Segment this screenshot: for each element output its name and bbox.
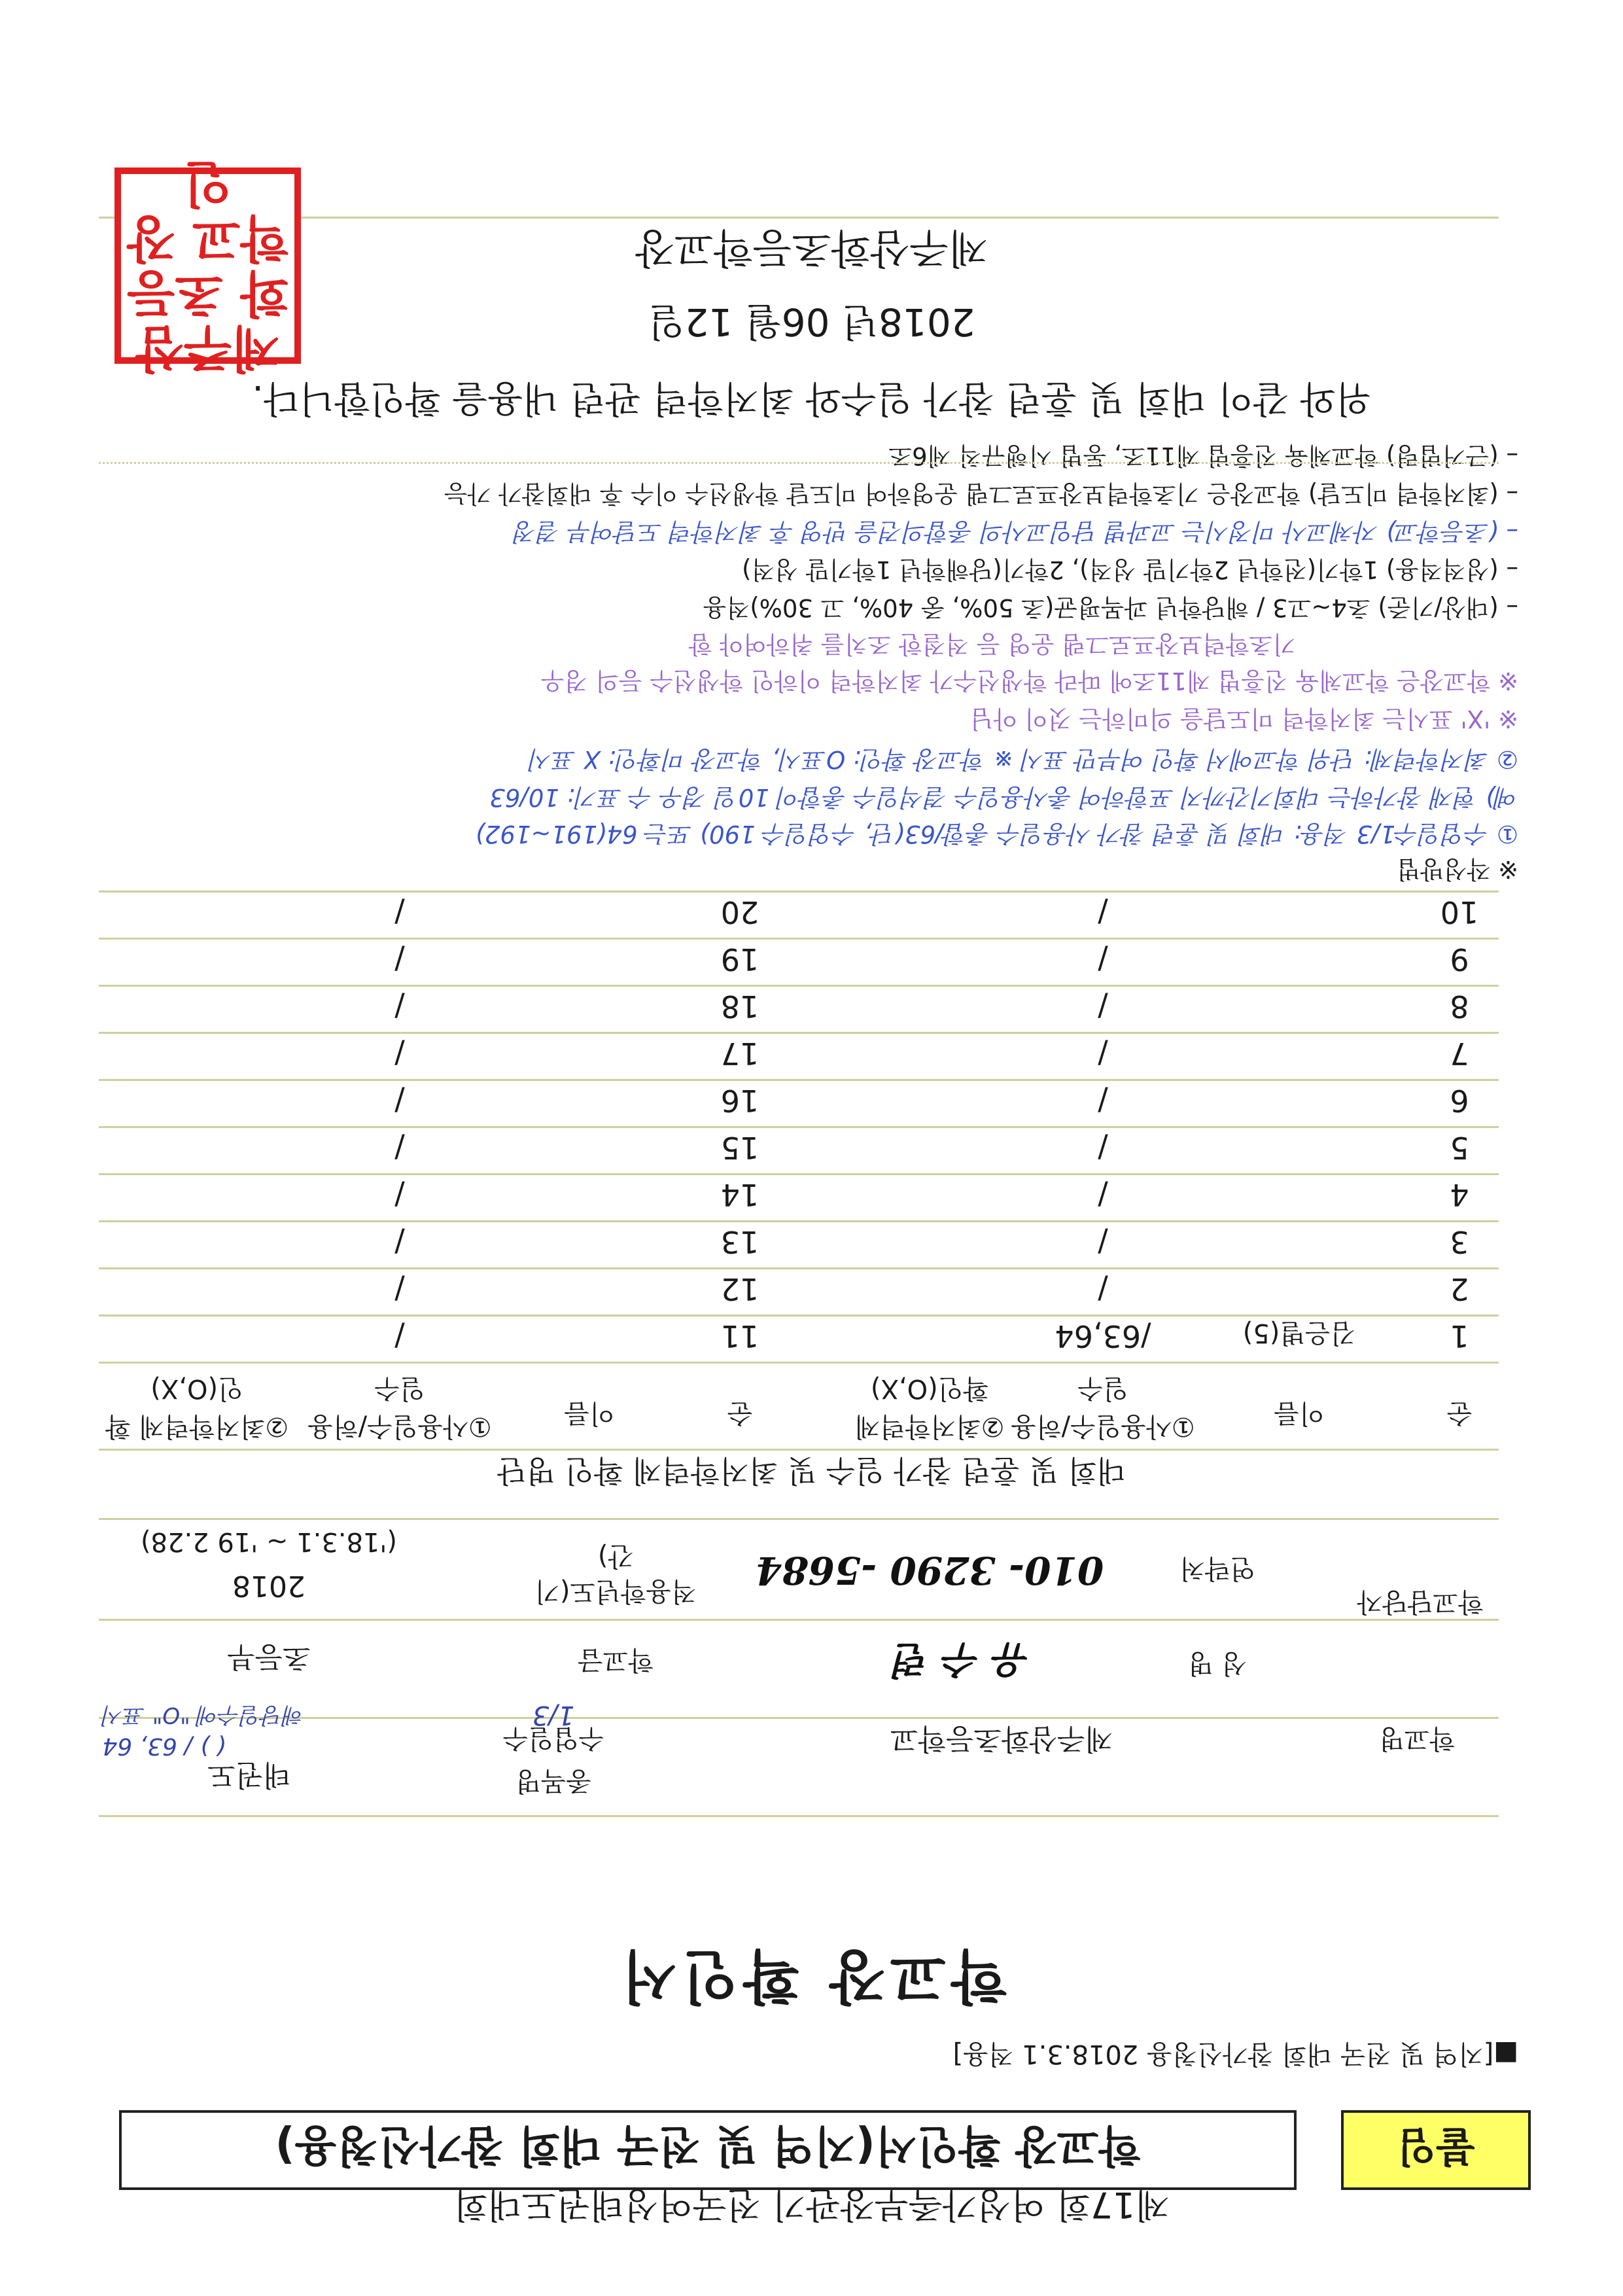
row-days: / — [394, 1130, 405, 1165]
criteria-note: ■[지역 및 전국 대회 참가신청용 2018.3.1 적용] — [952, 2039, 1518, 2069]
event-title: 제17회 여성가족부장관기 전국여성태권도대회 — [453, 2184, 1170, 2225]
note-7: – (대상/기준) 초4~고3 / 해당학년 과목평균(초 50%, 중 40%, 고 30%)적용 — [703, 593, 1518, 622]
quota-label: 수업일수 — [502, 1723, 604, 1754]
info-top-line — [99, 1815, 1499, 1817]
row-no: 8 — [1450, 989, 1469, 1024]
row-days: / — [1098, 1083, 1108, 1118]
note-8: – (성적적용) 1학기(전학년 2학기말 성적), 2학기(당해학년 1학기말 성적) — [742, 556, 1518, 584]
row-line — [99, 1032, 1499, 1034]
event-label: 종목명 — [515, 1766, 591, 1796]
header-no-right: 순 — [727, 1398, 753, 1428]
header-check-right: ②최저학력제 확인(O,X) — [105, 1373, 289, 1441]
row-line — [99, 1267, 1499, 1269]
header-name-left: 이름 — [1274, 1398, 1325, 1428]
header-check-left: ②최저학력제 확인(O,X) — [854, 1373, 1005, 1441]
attachment-badge: 붙임 — [1341, 2110, 1531, 2190]
note-11: – (근거법령) 학교체육 진흥법 제11조, 동법 시행규칙 제6조 — [888, 442, 1518, 470]
level-value: 초등부 — [227, 1640, 311, 1674]
level-label: 학교급 — [578, 1645, 654, 1675]
row-no: 9 — [1450, 942, 1469, 977]
row-no: 7 — [1450, 1036, 1469, 1071]
period-value: ('18.3.1 ~ '19 2.28) — [140, 1527, 398, 1557]
note-2: 예) 현재 참가하는 대회기간까지 포함하여 총사용일수 결석일수 총합이 10일 경우 수 표기: 10/63 — [489, 783, 1518, 811]
row-line — [99, 985, 1499, 987]
row-days: / — [1098, 894, 1108, 930]
row-no: 17 — [720, 1036, 759, 1071]
row-no: 14 — [720, 1177, 759, 1212]
row-days: / — [1098, 1177, 1108, 1212]
note-4: ※ 'X' 표시는 최저학력 미도달을 의미하는 것이 아님 — [969, 705, 1518, 733]
row-days: / — [394, 1083, 405, 1118]
principal-signature: 제주삼화초등학교장 — [635, 224, 988, 272]
roster-caption: 대회 및 훈련 참가 일수 및 최저학력제 확인 명단 — [497, 1453, 1126, 1489]
confirmation-statement: 위와 같이 대회 및 훈련 참가 일수와 최저학력 관련 내용을 확인합니다. — [252, 377, 1371, 419]
quota-note-bottom: 해당일수에 "O" 표시 — [102, 1702, 305, 1728]
row-no: 1 — [1450, 1318, 1469, 1354]
issue-date: 2018년 06월 12일 — [648, 300, 975, 344]
row-no: 18 — [720, 989, 759, 1024]
year-value: 2018 — [232, 1569, 305, 1602]
contact-label: 학교담당자 — [1357, 1587, 1484, 1617]
row-days: / — [1098, 1271, 1108, 1307]
row-no: 4 — [1450, 1177, 1469, 1212]
form-title: 학교장 확인서(지역 및 전국 대회 참가신청용) — [119, 2110, 1297, 2190]
row-days: / — [394, 1318, 405, 1354]
row-no: 11 — [720, 1318, 759, 1354]
note-1: ① 수업일수1/3 적용: 대회 및 훈련 참가 사용일수 총합/63(단, 수업일수 190) 또는 64(191~192) — [475, 820, 1518, 848]
row-days: / — [394, 1224, 405, 1260]
row-line — [99, 1173, 1499, 1175]
quota-note-top: ( ) / 63, 64 — [102, 1733, 226, 1759]
document-title: 학교장 확인서 — [616, 1943, 1007, 2010]
row-no: 19 — [720, 942, 759, 977]
row-no: 15 — [720, 1130, 759, 1165]
phone-label: 연락처 — [1179, 1553, 1255, 1583]
row-days: / — [1098, 989, 1108, 1024]
school-value: 제주삼화초등학교 — [890, 1722, 1113, 1756]
notes-bottom-line — [99, 462, 1499, 464]
row-name: 김은별(5) — [1242, 1318, 1356, 1348]
header-days-right: ①사용일수/허용일수 — [307, 1373, 492, 1441]
note-6: 기초학력보장프로그램 운영 등 적절한 조치를 취하여야 함 — [688, 630, 1296, 658]
row-line — [99, 1126, 1499, 1128]
row-no: 3 — [1450, 1224, 1469, 1260]
quota-value: 1/3 — [532, 1700, 575, 1730]
info-line-2 — [99, 1619, 1499, 1621]
row-days: / — [394, 989, 405, 1024]
row-line — [99, 1220, 1499, 1222]
row-days: / — [1098, 1130, 1108, 1165]
notes-heading: ※ 작성방법 — [1397, 855, 1518, 883]
row-line — [99, 891, 1499, 892]
row-no: 13 — [720, 1224, 759, 1260]
header-no-left: 순 — [1446, 1398, 1473, 1428]
note-9: – (초등학교) 자체교사 미정시는 교과별 담임교사의 종합의견을 반영 후 최저학력 도달여부 결정 — [514, 518, 1518, 546]
row-no: 6 — [1450, 1083, 1469, 1118]
row-line — [99, 1079, 1499, 1081]
row-days: / — [394, 1271, 405, 1307]
row-days: / — [1098, 1224, 1108, 1260]
row-no: 10 — [1440, 894, 1479, 930]
row-days: / — [394, 1177, 405, 1212]
row-no: 20 — [720, 894, 759, 930]
row-no: 12 — [720, 1271, 759, 1307]
row-days: / — [1098, 942, 1108, 977]
row-days: / — [1098, 1036, 1108, 1071]
header-name-right: 이름 — [564, 1398, 615, 1428]
row-no: 16 — [720, 1083, 759, 1118]
event-value: 태권도 — [207, 1758, 291, 1792]
school-label: 학교명 — [1379, 1723, 1455, 1754]
row-no: 5 — [1450, 1130, 1469, 1165]
row-days: / — [394, 894, 405, 930]
period-label: 적용학년도(기간) — [534, 1541, 697, 1606]
name-value: 유 수 련 — [894, 1638, 1031, 1682]
note-5: ※ 학교장은 학교체육 진흥법 제11조에 따라 학생선수가 최저학력 이하인 학생선수 등의 경우 — [540, 667, 1518, 695]
roster-header-line — [99, 1362, 1499, 1364]
row-days: / — [394, 942, 405, 977]
school-seal-icon: 제주삼화 초등학교 장인 — [114, 168, 301, 364]
name-label: 성 명 — [1188, 1648, 1247, 1678]
header-days-left: ①사용일수/허용일수 — [1011, 1373, 1195, 1441]
phone-value: 010- 3290 -5684 — [755, 1548, 1104, 1593]
row-days: /63,64 — [1055, 1318, 1151, 1354]
note-10: – (최저학력 미도달) 학교장은 기초학력보장프로그램 운영하여 미도달 학생선수 이수 후 대회참가 가능 — [444, 480, 1518, 508]
roster-caption-line — [99, 1449, 1499, 1451]
footer-line — [99, 217, 1499, 219]
row-days: / — [394, 1036, 405, 1071]
info-bottom-line — [99, 1518, 1499, 1520]
row-no: 2 — [1450, 1271, 1469, 1307]
row-line — [99, 938, 1499, 940]
note-3: ② 최저학력제: 단위 학교에서 확인 여부만 표시 ※ 학교장 확인: O표시, 학교장 미확인: X 표시 — [529, 745, 1518, 773]
